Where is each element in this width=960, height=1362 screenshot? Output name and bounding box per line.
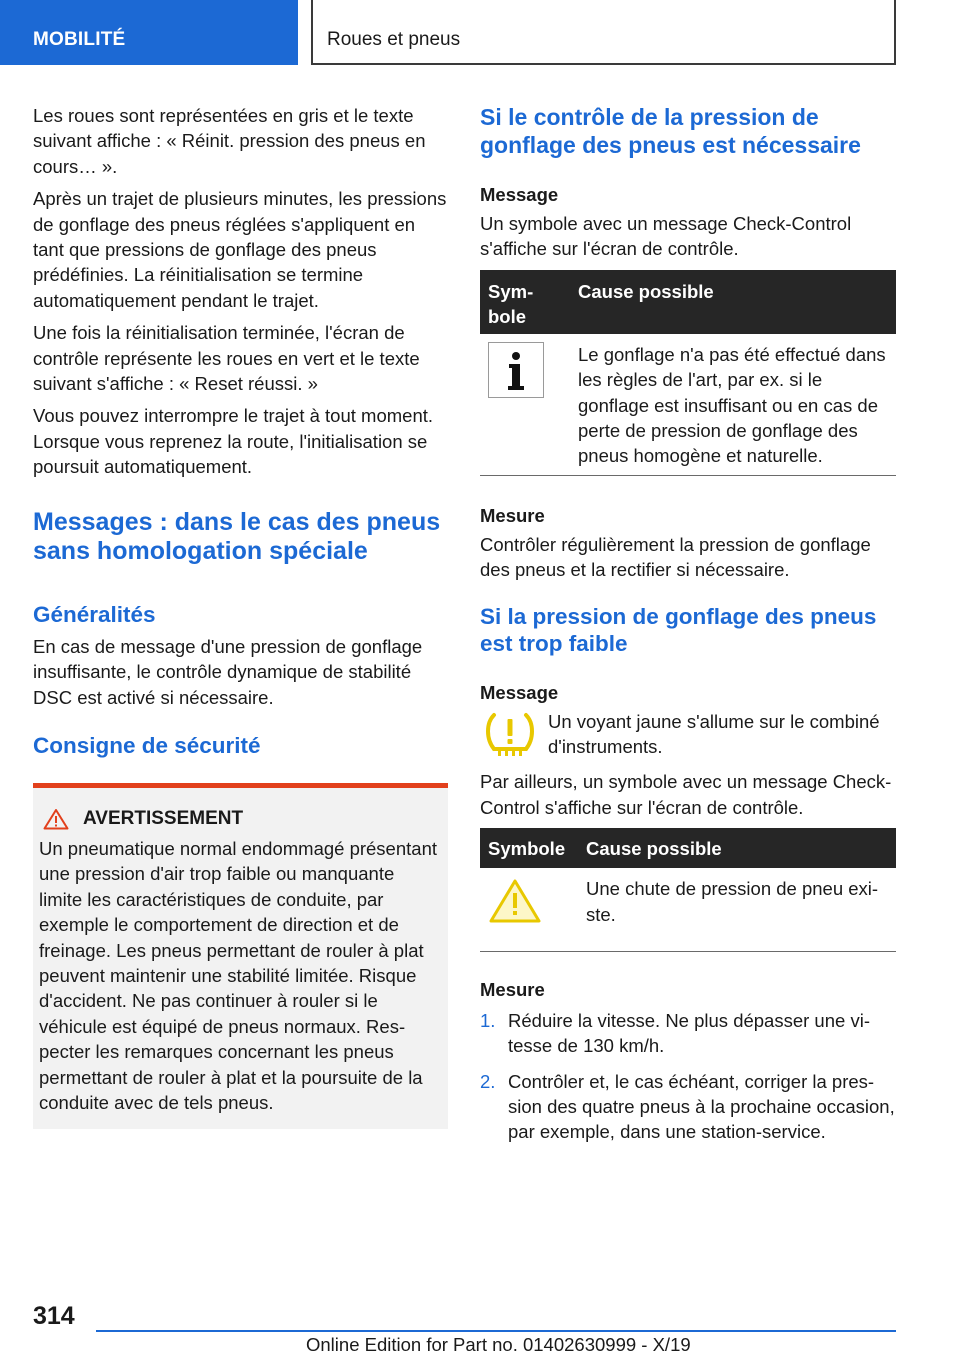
heading-check-needed: Si le contrôle de la pression de gonflage des pneus est nécessaire (480, 104, 861, 158)
paragraph-measure-1: Contrôler régulièrement la pression de gonflage des pneus et la rectifier si nécessaire. (480, 533, 871, 581)
label-measure-2: Mesure (480, 978, 545, 1000)
table2-header-cause: Cause possible (578, 828, 896, 868)
left-column (33, 103, 448, 1129)
paragraph-message-2: Par ailleurs, un symbole avec un message Check-Control s'affiche sur l'écran de contrôle. (480, 771, 892, 818)
paragraph-reset-process: Après un trajet de plusieurs minutes, les pressions de gonflage des pneus réglées s'appliquent en tant que pressions de gonflage des pneus prédéfinies. La réinitialisation se termine automatiquement pendant le trajet. (33, 188, 447, 311)
list-item-number: 2. (480, 1070, 496, 1092)
table2-cause-text: Une chute de pression de pneu existe. (578, 868, 896, 951)
lamp-row (480, 709, 896, 760)
table2-header-symbol: Symbole (480, 828, 578, 868)
paragraph-message-1: Un symbole avec un message Check-Control s'affiche sur l'écran de contrôle. (480, 213, 852, 260)
paragraph-interrupt: Vous pouvez interrompre le trajet à tout moment. Lorsque vous reprenez la route, l'initialisation se poursuit automatiquement. (33, 405, 434, 478)
measure-steps-list (480, 1008, 896, 1145)
footer-divider (96, 1330, 896, 1332)
footer-edition: Online Edition for Part no. 01402630999 - X/19 (306, 1334, 691, 1355)
table1-header-cause: Cause possible (570, 270, 896, 334)
warning-box (33, 783, 448, 1129)
table1-header-symbol: Symbole (480, 270, 570, 334)
table-row (480, 868, 896, 951)
warning-triangle-icon (43, 808, 69, 830)
label-message: Message (480, 184, 559, 205)
table1-cause-text: Le gonflage n'a pas été effectué dans les règles de l'art, par ex. si le gonflage est insuffisant ou en cas de perte de pression de gonflage des pneus homogène et naturelle. (570, 334, 896, 476)
warning-triangle-icon (488, 878, 542, 924)
list-item (480, 1008, 896, 1059)
info-icon (488, 342, 544, 398)
table-row (480, 334, 896, 476)
paragraph-reset-complete: Une fois la réinitialisation terminée, l'écran de contrôle représente les roues en vert et le texte suivant s'affiche : « Reset réussi. » (33, 322, 420, 395)
symbol-table-2 (480, 828, 896, 951)
symbol-table-1 (480, 270, 896, 476)
header-section-label: MOBILITÉ (0, 0, 298, 65)
heading-pressure-low: Si la pression de gonflage des pneus est trop faible (480, 603, 877, 656)
page-number: 314 (33, 1302, 75, 1330)
header-chapter-title: Roues et pneus (311, 0, 896, 65)
list-item-text: Réduire la vitesse. Ne plus dépasser une vitesse de 130 km/h. (508, 1009, 870, 1057)
heading-general: Généralités (33, 601, 156, 627)
paragraph-general: En cas de message d'une pression de gonflage insuffisante, le contrôle dynamique de stabilité DSC est activé si nécessaire. (33, 635, 423, 708)
warning-text: Un pneumatique normal endommagé présentant une pression d'air trop faible ou manquante limite les caractéristiques de conduite, par exemple le comportement de direction et de freinage. Les pneus permettant de rouler à plat peuvent maintenir une stabilité limitée. Risque d'accident. Ne pas continuer à rouler si le véhicule est équipé de pneus normaux. Respecter les remarques concernant les pneus permettant de rouler à plat et la poursuite de la conduite avec de tels pneus. (39, 837, 437, 1113)
list-item (480, 1069, 896, 1145)
warning-header (39, 808, 440, 830)
list-item-number: 1. (480, 1009, 496, 1031)
paragraph-reset-status: Les roues sont représentées en gris et le texte suivant affiche : « Réinit. pression des pneus en cours… ». (33, 105, 426, 177)
label-measure: Mesure (480, 504, 545, 526)
heading-safety: Consigne de sécurité (33, 732, 261, 758)
right-column (480, 103, 896, 1155)
warning-title: AVERTISSEMENT (83, 807, 244, 829)
tire-pressure-warning-lamp-icon (480, 709, 540, 759)
label-message-2: Message (480, 681, 559, 703)
heading-messages: Messages : dans le cas des pneus sans homologation spéciale (33, 507, 441, 566)
paragraph-lamp: Un voyant jaune s'allume sur le combiné d'instruments. (548, 710, 880, 758)
list-item-text: Contrôler et, le cas échéant, corriger la pression des quatre pneus à la prochaine occasion, par exemple, dans une station-service. (508, 1070, 895, 1143)
